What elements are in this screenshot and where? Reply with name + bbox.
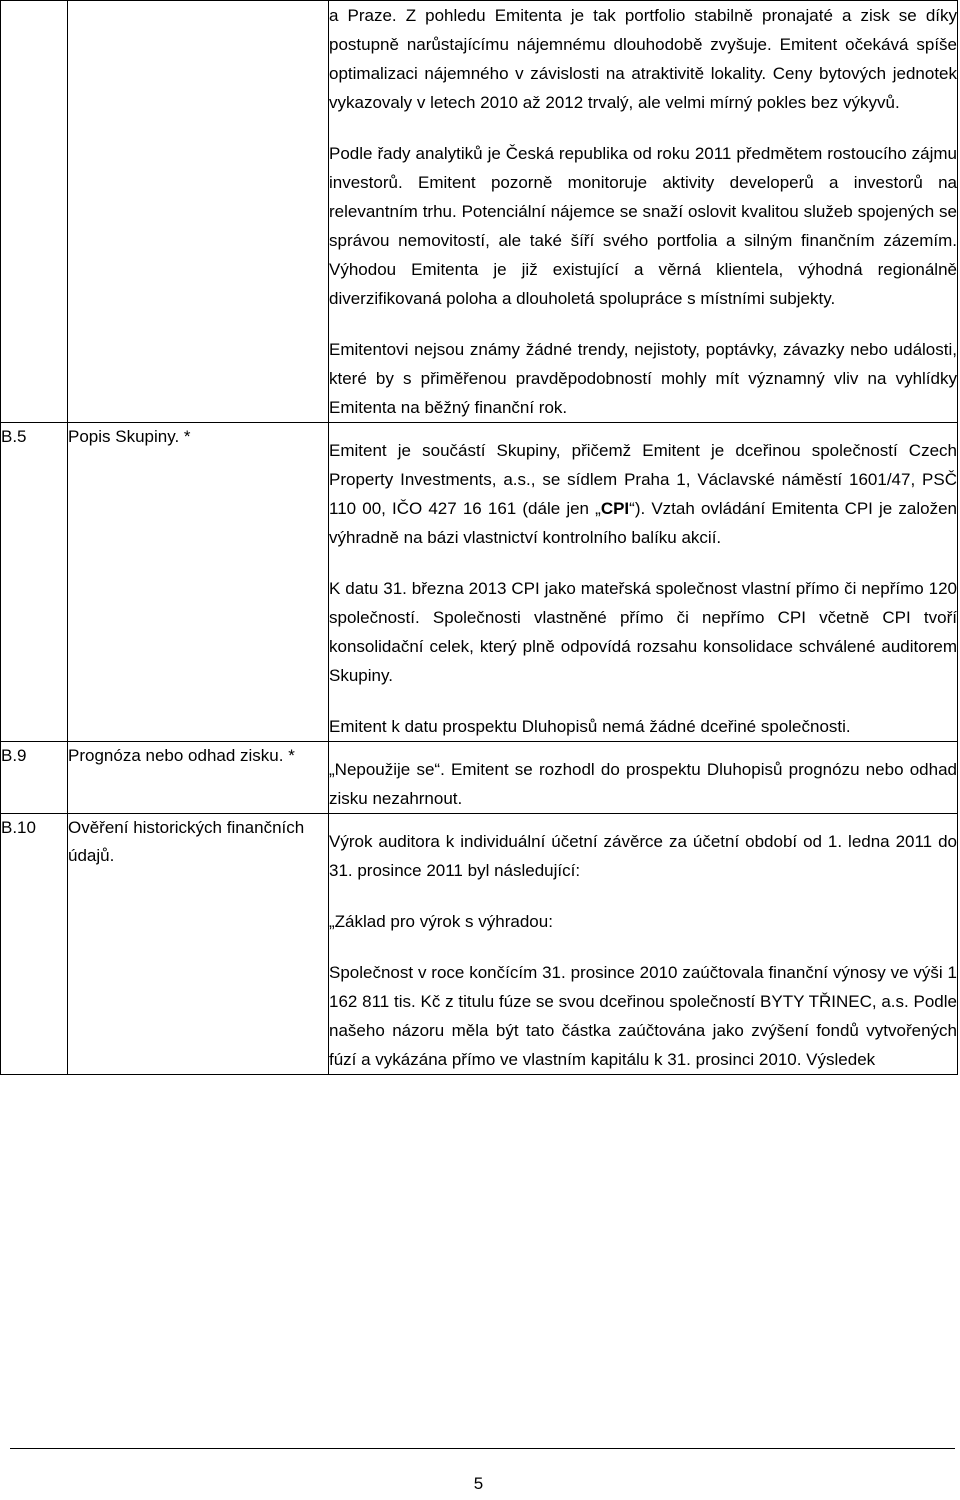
text-segment: “). Vztah ovládání Emitenta CPI je založen výhradně na bázi vlastnictví kontrolního balíku akcií. xyxy=(329,499,957,547)
item-code: B.10 xyxy=(1,814,68,1075)
item-description-cell xyxy=(329,423,958,742)
item-name: Popis Skupiny. * xyxy=(68,423,329,742)
item-code: B.5 xyxy=(1,423,68,742)
item-code: B.9 xyxy=(1,742,68,814)
item-description-cell xyxy=(329,742,958,814)
paragraph: „Základ pro výrok s výhradou: xyxy=(329,912,553,931)
paragraph: Společnost v roce končícím 31. prosince 2010 zaúčtovala finanční výnosy ve výši 1 162 811 tis. Kč z titulu fúze se svou dceřinou společností BYTY TŘINEC, a.s. Podle našeho názoru měla být tato částka zaúčtována jako zvýšení fondů vytvořených fúzí a vykázána přímo ve vlastním kapitálu k 31. prosinci 2010. Výsledek xyxy=(329,963,957,1069)
text-segment: Emitent je součástí Skupiny, přičemž Emitent je dceřinou společností Czech Property Investments, a.s., se sídlem Praha 1, Václavské náměstí 1601/47, PSČ 110 00, IČO 427 16 161 (dále jen „ xyxy=(329,441,957,518)
item-description-cell xyxy=(329,1,958,423)
table-row-b9 xyxy=(1,742,958,814)
paragraph: K datu 31. března 2013 CPI jako mateřská společnost vlastní přímo či nepřímo 120 společností. Společnosti vlastněné přímo či nepřímo CPI včetně CPI tvoří konsolidační celek, který plně odpovídá rozsahu konsolidace schválené auditorem Skupiny. xyxy=(329,579,957,685)
item-code-cell xyxy=(1,1,68,423)
paragraph: „Nepoužije se“. Emitent se rozhodl do prospektu Dluhopisů prognózu nebo odhad zisku nezahrnout. xyxy=(329,760,957,808)
table-row-b5 xyxy=(1,423,958,742)
item-name: Ověření historických finančních údajů. xyxy=(68,814,329,1075)
paragraph: Podle řady analytiků je Česká republika od roku 2011 předmětem rostoucího zájmu investorů. Emitent pozorně monitoruje aktivity developerů a investorů na relevantním trhu. Potenciální nájemce se snaží oslovit kvalitou služeb spojených se správou nemovitostí, ale také šíří svého portfolia a silným finančním zázemím. Výhodou Emitenta je již existující a věrná klientela, výhodná regionálně diverzifikovaná poloha a dlouholetá spolupráce s místními subjekty. xyxy=(329,144,957,308)
table-row-b10 xyxy=(1,814,958,1075)
paragraph: a Praze. Z pohledu Emitenta je tak portfolio stabilně pronajaté a zisk se díky postupně narůstajícímu nájemnému dlouhodobě zvyšuje. Emitent očekává spíše optimalizaci nájemného v závislosti na atraktivitě lokality. Ceny bytových jednotek vykazovaly v letech 2010 až 2012 trvalý, ale velmi mírný pokles bez výkyvů. xyxy=(329,6,957,112)
paragraph: Emitent k datu prospektu Dluhopisů nemá žádné dceřiné společnosti. xyxy=(329,717,851,736)
item-description-cell xyxy=(329,814,958,1075)
table-row-continuation xyxy=(1,1,958,423)
paragraph: Emitentovi nejsou známy žádné trendy, nejistoty, poptávky, závazky nebo události, které by s přiměřenou pravděpodobností mohly mít významný vliv na vyhlídky Emitenta na běžný finanční rok. xyxy=(329,340,957,417)
paragraph: Výrok auditora k individuální účetní závěrce za účetní období od 1. ledna 2011 do 31. prosince 2011 byl následující: xyxy=(329,832,957,880)
item-name-cell xyxy=(68,1,329,423)
paragraph xyxy=(329,436,957,552)
item-name: Prognóza nebo odhad zisku. * xyxy=(68,742,329,814)
footer-divider xyxy=(10,1448,955,1449)
defined-term: CPI xyxy=(600,499,630,518)
page-number: 5 xyxy=(473,1474,484,1493)
